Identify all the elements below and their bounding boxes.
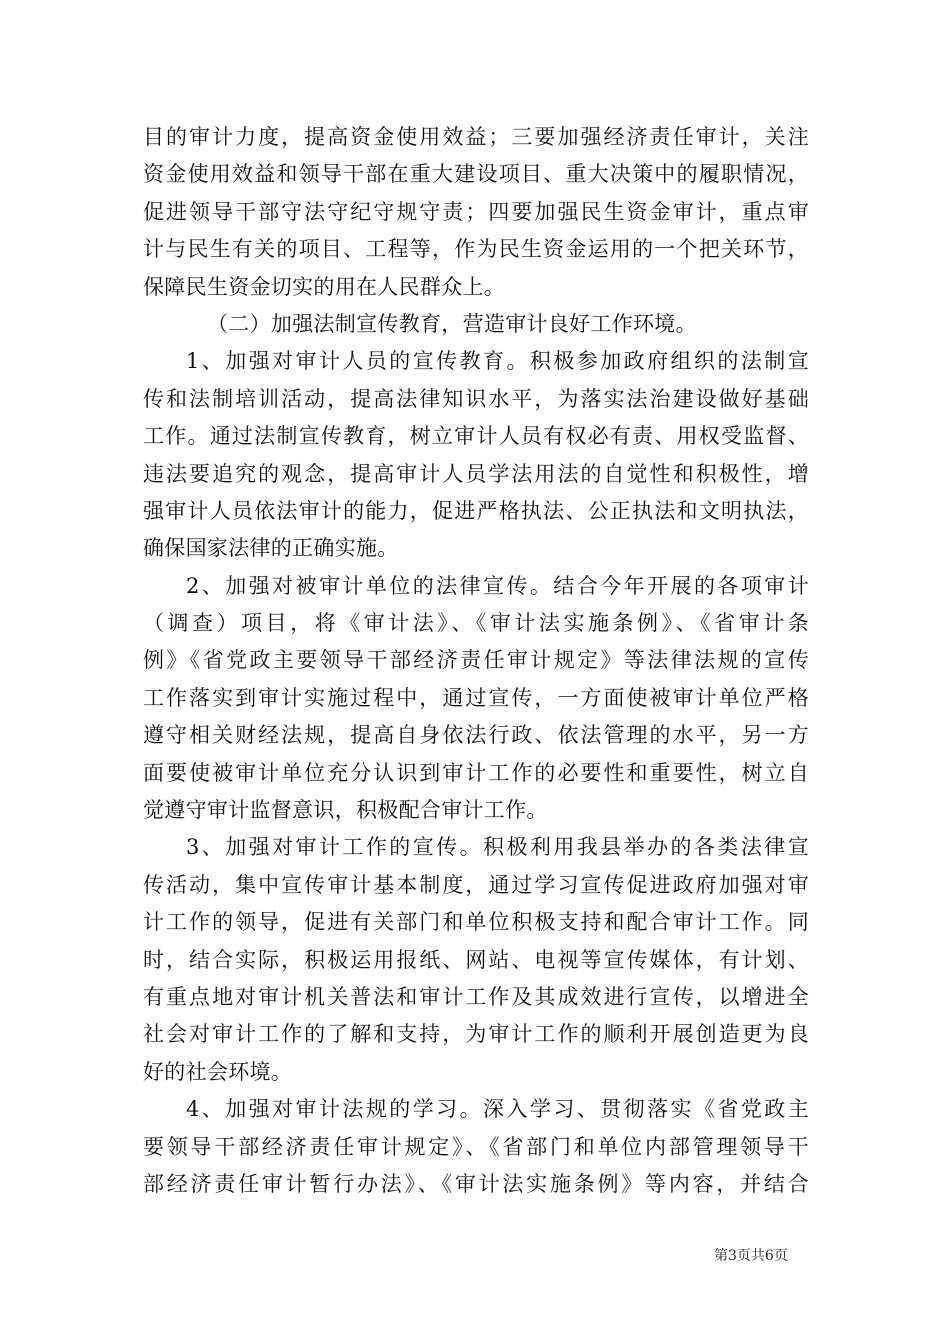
text-line: 强审计人员依法审计的能力，促进严格执法、公正执法和文明执法，: [143, 498, 809, 523]
text-line: 时，结合实际，积极运用报纸、网站、电视等宣传媒体，有计划、: [143, 947, 809, 972]
paragraph-first-line: 3、加强对审计工作的宣传。积极利用我县举办的各类法律宣: [186, 835, 809, 860]
text-line: 部经济责任审计暂行办法》、《审计法实施条例》等内容，并结合: [143, 1171, 809, 1196]
page-number: 第3页共6页: [714, 1248, 788, 1264]
text-line: 促进领导干部守法守纪守规守责；四要加强民生资金审计，重点审: [143, 199, 809, 224]
text-line: 工作落实到审计实施过程中，通过宣传，一方面使被审计单位严格: [143, 685, 809, 710]
text-line: 例》《省党政主要领导干部经济责任审计规定》等法律法规的宣传: [143, 648, 809, 673]
text-line: 确保国家法律的正确实施。: [143, 536, 399, 561]
document-body: [143, 119, 809, 1203]
text-line: 好的社会环境。: [143, 1059, 293, 1084]
text-line: 保障民生资金切实的用在人民群众上。: [143, 274, 506, 299]
section-heading: （二）加强法制宣传教育，营造审计良好工作环境。: [207, 311, 697, 336]
text-line: 遵守相关财经法规，提高自身依法行政、依法管理的水平，另一方: [143, 723, 809, 748]
text-line: 计与民生有关的项目、工程等，作为民生资金运用的一个把关环节，: [143, 237, 809, 262]
text-line: 资金使用效益和领导干部在重大建设项目、重大决策中的履职情况，: [143, 162, 809, 187]
paragraph-first-line: 2、加强对被审计单位的法律宣传。结合今年开展的各项审计: [186, 573, 809, 598]
text-line: 传和法制培训活动，提高法律知识水平，为落实法治建设做好基础: [143, 386, 809, 411]
text-line: 违法要追究的观念，提高审计人员学法用法的自觉性和积极性，增: [143, 461, 809, 486]
text-line: 有重点地对审计机关普法和审计工作及其成效进行宣传，以增进全: [143, 984, 809, 1009]
text-line: 传活动，集中宣传审计基本制度，通过学习宣传促进政府加强对审: [143, 872, 809, 897]
text-line: 觉遵守审计监督意识，积极配合审计工作。: [143, 798, 548, 823]
text-line: 目的审计力度，提高资金使用效益；三要加强经济责任审计，关注: [143, 125, 809, 149]
paragraph-first-line: 1、加强对审计人员的宣传教育。积极参加政府组织的法制宣: [186, 349, 809, 374]
text-line: 面要使被审计单位充分认识到审计工作的必要性和重要性，树立自: [143, 760, 809, 785]
text-line: 社会对审计工作的了解和支持，为审计工作的顺利开展创造更为良: [143, 1022, 809, 1047]
text-line: 计工作的领导，促进有关部门和单位积极支持和配合审计工作。同: [143, 910, 809, 935]
paragraph-first-line: 4、加强对审计法规的学习。深入学习、贯彻落实《省党政主: [186, 1097, 809, 1122]
text-line: （调查）项目，将《审计法》、《审计法实施条例》、《省审计条: [143, 611, 809, 636]
text-line: 要领导干部经济责任审计规定》、《省部门和单位内部管理领导干: [143, 1134, 809, 1159]
text-line: 工作。通过法制宣传教育，树立审计人员有权必有责、用权受监督、: [143, 424, 809, 449]
